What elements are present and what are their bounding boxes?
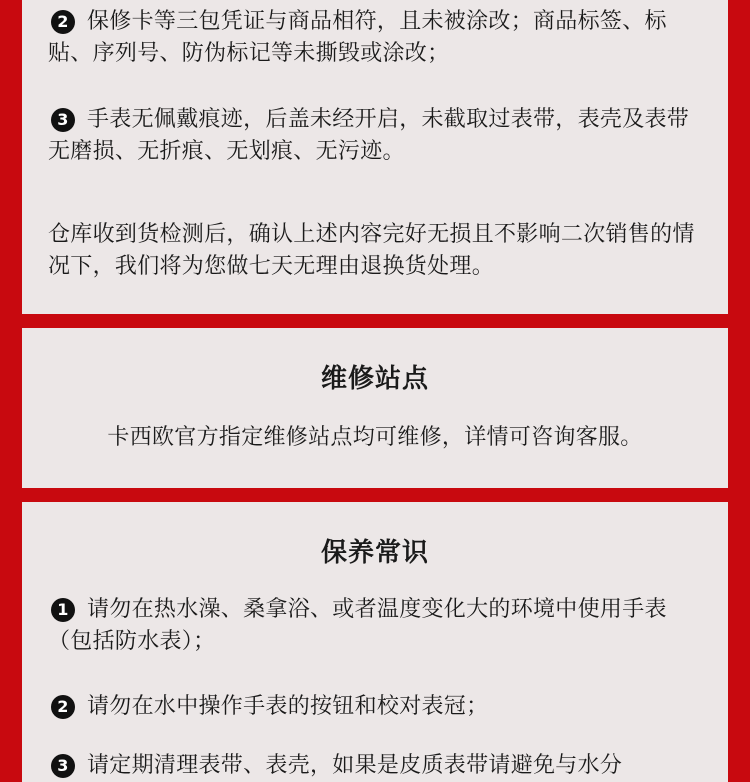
return-condition-3 [48, 104, 708, 168]
return-condition-2 [48, 6, 708, 70]
maintenance-title: 保养常识 [320, 538, 429, 568]
number-badge-icon: 3 [51, 754, 75, 778]
maintenance-tip-2 [48, 691, 708, 723]
number-badge-icon: 2 [51, 10, 75, 34]
repair-text: 卡西欧官方指定维修站点均可维修，详情可咨询客服。 [107, 425, 643, 450]
return-condition-text: 保修卡等三包凭证与商品相符，且未被涂改；商品标签、标贴、序列号、防伪标记等未撕毁或涂改； [48, 9, 667, 66]
number-badge-icon: 3 [51, 108, 75, 132]
return-condition-text: 手表无佩戴痕迹，后盖未经开启，未截取过表带，表壳及表带无磨损、无折痕、无划痕、无污迹。 [48, 107, 690, 164]
return-policy-panel [22, 0, 728, 314]
maintenance-tip-text: 请勿在热水澡、桑拿浴、或者温度变化大的环境中使用手表（包括防水表）； [48, 597, 667, 654]
number-badge-icon: 1 [51, 598, 75, 622]
maintenance-panel [22, 502, 728, 782]
maintenance-tip-text: 请定期清理表带、表壳，如果是皮质表带请避免与水分 [87, 753, 623, 778]
maintenance-tip-3 [48, 750, 708, 782]
maintenance-tip-text: 请勿在水中操作手表的按钮和校对表冠； [87, 694, 489, 719]
repair-panel [22, 328, 728, 488]
return-note: 仓库收到货检测后，确认上述内容完好无损且不影响二次销售的情况下，我们将为您做七天无理由退换货处理。 [48, 222, 695, 279]
number-badge-icon: 2 [51, 695, 75, 719]
repair-title: 维修站点 [320, 364, 429, 394]
maintenance-tip-1 [48, 594, 708, 658]
